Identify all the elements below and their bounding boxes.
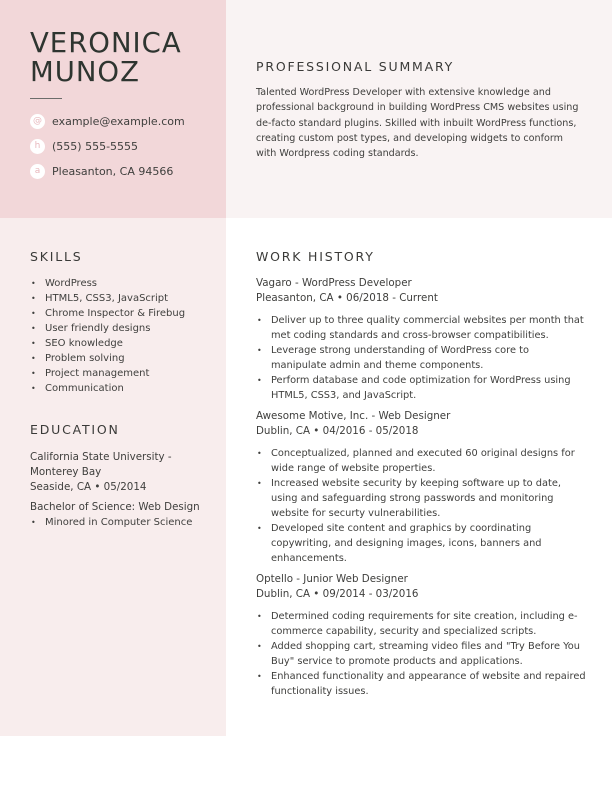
skill-item: • Problem solving	[30, 351, 220, 366]
skill-item: • WordPress	[30, 276, 220, 291]
work-history-title: WORK HISTORY	[256, 249, 375, 264]
skill-item: • User friendly designs	[30, 321, 220, 336]
job-bullets	[256, 609, 586, 699]
contact-email	[30, 113, 220, 129]
skills-list	[30, 276, 220, 396]
first-name: VERONICA	[30, 27, 182, 59]
job-heading: Awesome Motive, Inc. - Web Designer	[256, 410, 451, 422]
job-location-date: Dublin, CA • 04/2016 - 05/2018	[256, 425, 419, 437]
home-phone-icon: h	[30, 139, 45, 154]
job-bullets	[256, 446, 586, 566]
skill-item: • SEO knowledge	[30, 336, 220, 351]
job-bullet: • Added shopping cart, streaming video files and "Try Before You Buy" service to promote products and applications.	[256, 639, 586, 669]
job-bullet: • Deliver up to three quality commercial websites per month that met coding standards and cross-browser compatibilities.	[256, 313, 586, 343]
address-text: Pleasanton, CA 94566	[52, 164, 174, 178]
job-bullet: • Increased website security by keeping software up to date, using and safeguarding strong passwords and monitoring website for securty vulnerabilities.	[256, 476, 586, 521]
summary-title: PROFESSIONAL SUMMARY	[256, 59, 455, 74]
job-bullet: • Enhanced functionality and appearance of website and repaired functionality issues.	[256, 669, 586, 699]
education-detail: • Minored in Computer Science	[30, 515, 210, 530]
summary-text: Talented WordPress Developer with extensive knowledge and professional background in building WordPress CMS websites using de-facto standard plugins. Skilled with inbuilt WordPress functions, creating custom post types, and developing widgets to conform with Wordpress coding standards.	[256, 87, 579, 160]
name-divider	[30, 98, 62, 99]
skill-item: • Chrome Inspector & Firebug	[30, 306, 220, 321]
job-bullet: • Developed site content and graphics by coordinating copywriting, and designing images, icons, banners and enhancements.	[256, 521, 586, 566]
education-entry	[30, 450, 210, 530]
address-icon: a	[30, 164, 45, 179]
school-name: California State University - Monterey Bay	[30, 451, 172, 478]
candidate-name	[30, 29, 182, 87]
email-icon: @	[30, 114, 45, 129]
phone-text: (555) 555-5555	[52, 139, 139, 153]
job-bullet: • Determined coding requirements for site creation, including e-commerce capability, security and specialized scripts.	[256, 609, 586, 639]
skills-title: SKILLS	[30, 249, 83, 264]
skill-item: • Communication	[30, 381, 220, 396]
education-title: EDUCATION	[30, 422, 120, 437]
work-history	[256, 276, 586, 705]
job-bullet: • Leverage strong understanding of WordPress core to manipulate admin and theme components.	[256, 343, 586, 373]
job-bullet: • Conceptualized, planned and executed 60 original designs for wide range of website properties.	[256, 446, 586, 476]
contact-address	[30, 163, 220, 179]
education-details	[30, 515, 210, 530]
skill-item: • Project management	[30, 366, 220, 381]
email-text: example@example.com	[52, 114, 185, 128]
job-heading: Optello - Junior Web Designer	[256, 573, 408, 585]
job-bullet: • Perform database and code optimization for WordPress using HTML5, CSS3, and JavaScript.	[256, 373, 586, 403]
job-heading: Vagaro - WordPress Developer	[256, 277, 412, 289]
job-bullets	[256, 313, 586, 403]
contact-phone	[30, 138, 220, 154]
job-location-date: Dublin, CA • 09/2014 - 03/2016	[256, 588, 419, 600]
job-entry	[256, 409, 586, 566]
school-location-date: Seaside, CA • 05/2014	[30, 481, 147, 493]
job-entry	[256, 572, 586, 699]
last-name: MUNOZ	[30, 56, 140, 88]
skill-item: • HTML5, CSS3, JavaScript	[30, 291, 220, 306]
degree: Bachelor of Science: Web Design	[30, 501, 200, 513]
job-location-date: Pleasanton, CA • 06/2018 - Current	[256, 292, 438, 304]
job-entry	[256, 276, 586, 403]
